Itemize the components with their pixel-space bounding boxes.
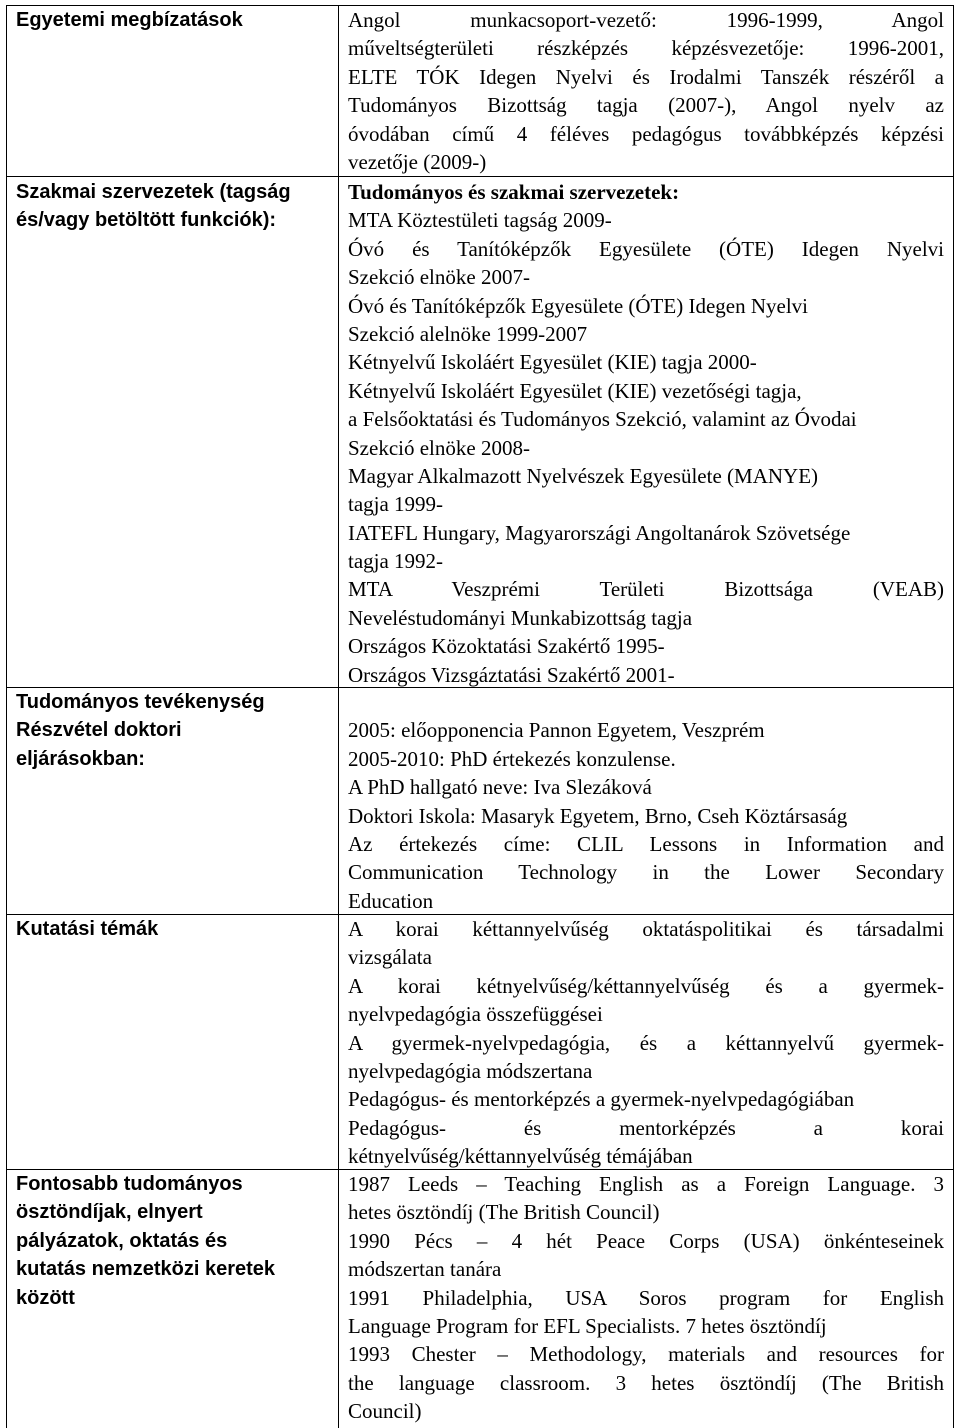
row-label-line: Részvétel doktori — [16, 719, 182, 742]
row-value-line: óvodában című 4 féléves pedagógus továbbképzés képzési — [348, 121, 944, 146]
row-value-line: Országos Közoktatási Szakértő 1995- — [348, 634, 665, 659]
row-value-line: Tudományos Bizottság tagja (2007-), Angol nyelv az — [348, 93, 944, 118]
row-value-line: tagja 1999- — [348, 492, 444, 517]
row-value-line: Communication Technology in the Lower Secondary — [348, 860, 944, 885]
row-value-line: a Felsőoktatási és Tudományos Szekció, valamint az Óvodai — [348, 407, 857, 432]
row-value-line: Országos Vizsgáztatási Szakértő 2001- — [348, 662, 675, 687]
row-value-line: Szekció alelnöke 1999-2007 — [348, 321, 588, 346]
row-value-line: 1991 Philadelphia, USA Soros program for English — [348, 1285, 944, 1310]
row-label-line: Szakmai szervezetek (tagság — [16, 181, 291, 203]
row-value-line: A PhD hallgató neve: Iva Slezáková — [348, 775, 652, 800]
row-value-line: Szekció elnöke 2008- — [348, 435, 530, 460]
row-label-line: Egyetemi megbízatások — [16, 9, 243, 31]
row-label — [16, 1170, 334, 1312]
row-value-line: 1990 Pécs – 4 hét Peace Corps (USA) önkénteseinek — [348, 1228, 944, 1253]
row-label-line: ösztöndíjak, elnyert — [16, 1201, 203, 1224]
row-value — [348, 688, 944, 915]
row-value-line: Angol munkacsoport-vezető: 1996-1999, Angol — [348, 8, 944, 32]
row-value-line: Óvó és Tanítóképzők Egyesülete (ÓTE) Idegen Nyelvi — [348, 293, 809, 318]
row-value-line — [348, 688, 944, 716]
row-value-line: ELTE TÓK Idegen Nyelvi és Irodalmi Tanszék részéről a — [348, 64, 944, 89]
row-value-line: kétnyelvűség/kéttannyelvűség témájában — [348, 1144, 693, 1169]
row-label-line: Kutatási témák — [16, 918, 159, 940]
row-value-line: 2005-2010: PhD értekezés konzulense. — [348, 746, 676, 771]
row-label-line: Fontosabb tudományos — [16, 1173, 243, 1195]
row-value-line: MTA Veszprémi Területi Bizottsága (VEAB) — [348, 577, 944, 602]
row-value-line: A gyermek-nyelvpedagógia, és a kéttannyelvű gyermek- — [348, 1030, 944, 1055]
row-value-line: Szekció elnöke 2007- — [348, 265, 530, 290]
row-value — [348, 1170, 944, 1426]
row-value-line: 2005: előopponencia Pannon Egyetem, Veszprém — [348, 718, 765, 743]
row-value-line: Tudományos és szakmai szervezetek: — [348, 180, 680, 204]
row-value-line: Council) — [348, 1399, 422, 1424]
row-value — [348, 915, 944, 1171]
row-value-line: műveltségterületi részképzés képzésvezetője: 1996-2001, — [348, 36, 944, 61]
row-label — [16, 915, 334, 943]
row-value-line: 1993 Chester – Methodology, materials and resources for — [348, 1342, 944, 1367]
row-value-line: the language classroom. 3 hetes ösztöndíj (The British — [348, 1370, 944, 1395]
row-value — [348, 178, 944, 689]
row-value-line: A korai kétnyelvűség/kéttannyelvűség és a gyermek- — [348, 973, 944, 998]
row-value-line: A korai kéttannyelvűség oktatáspolitikai és társadalmi — [348, 917, 944, 941]
row-label-line: eljárásokban: — [16, 747, 145, 770]
row-value — [348, 6, 944, 176]
row-value-line: vezetője (2009-) — [348, 149, 487, 174]
row-label — [16, 6, 334, 34]
row-value-line: Pedagógus- és mentorképzés a korai — [348, 1115, 944, 1140]
row-value-line: MTA Köztestületi tagság 2009- — [348, 208, 612, 233]
table-border-right — [953, 5, 954, 1428]
row-value-line: Kétnyelvű Iskoláért Egyesület (KIE) vezetőségi tagja, — [348, 378, 802, 403]
row-value-line: Doktori Iskola: Masaryk Egyetem, Brno, Cseh Köztársaság — [348, 803, 848, 828]
row-label-line: pályázatok, oktatás és — [16, 1229, 228, 1252]
row-value-line: vizsgálata — [348, 945, 432, 970]
row-label — [16, 688, 334, 773]
row-label — [16, 178, 334, 235]
row-label-line: között — [16, 1286, 75, 1309]
row-value-line: Education — [348, 888, 434, 913]
row-value-line: hetes ösztöndíj (The British Council) — [348, 1200, 660, 1225]
row-value-line: tagja 1992- — [348, 549, 444, 574]
row-value-line: módszertan tanára — [348, 1257, 502, 1282]
row-value-line: Language Program for EFL Specialists. 7 hetes ösztöndíj — [348, 1313, 827, 1338]
row-value-line: Az értekezés címe: CLIL Lessons in Information and — [348, 831, 944, 856]
row-value-line: nyelvpedagógia összefüggései — [348, 1002, 603, 1027]
row-label-line: kutatás nemzetközi keretek — [16, 1258, 276, 1281]
row-value-line: Pedagógus- és mentorképzés a gyermek-nyelvpedagógiában — [348, 1087, 855, 1112]
row-value-line: IATEFL Hungary, Magyarországi Angoltanárok Szövetsége — [348, 520, 851, 545]
table-border-left — [6, 5, 7, 1428]
row-value-line: Kétnyelvű Iskoláért Egyesület (KIE) tagja 2000- — [348, 350, 757, 375]
row-value-line: Neveléstudományi Munkabizottság tagja — [348, 605, 693, 630]
row-value-line: nyelvpedagógia módszertana — [348, 1058, 593, 1083]
row-value-line: Magyar Alkalmazott Nyelvészek Egyesülete (MANYE) — [348, 463, 819, 488]
row-label-line: Tudományos tevékenység — [16, 691, 265, 713]
table-column-divider — [338, 5, 339, 1428]
row-value-line: Óvó és Tanítóképzők Egyesülete (ÓTE) Idegen Nyelvi — [348, 236, 944, 261]
row-label-line: és/vagy betöltött funkciók): — [16, 209, 277, 232]
row-value-line: 1987 Leeds – Teaching English as a Foreign Language. 3 — [348, 1172, 944, 1196]
